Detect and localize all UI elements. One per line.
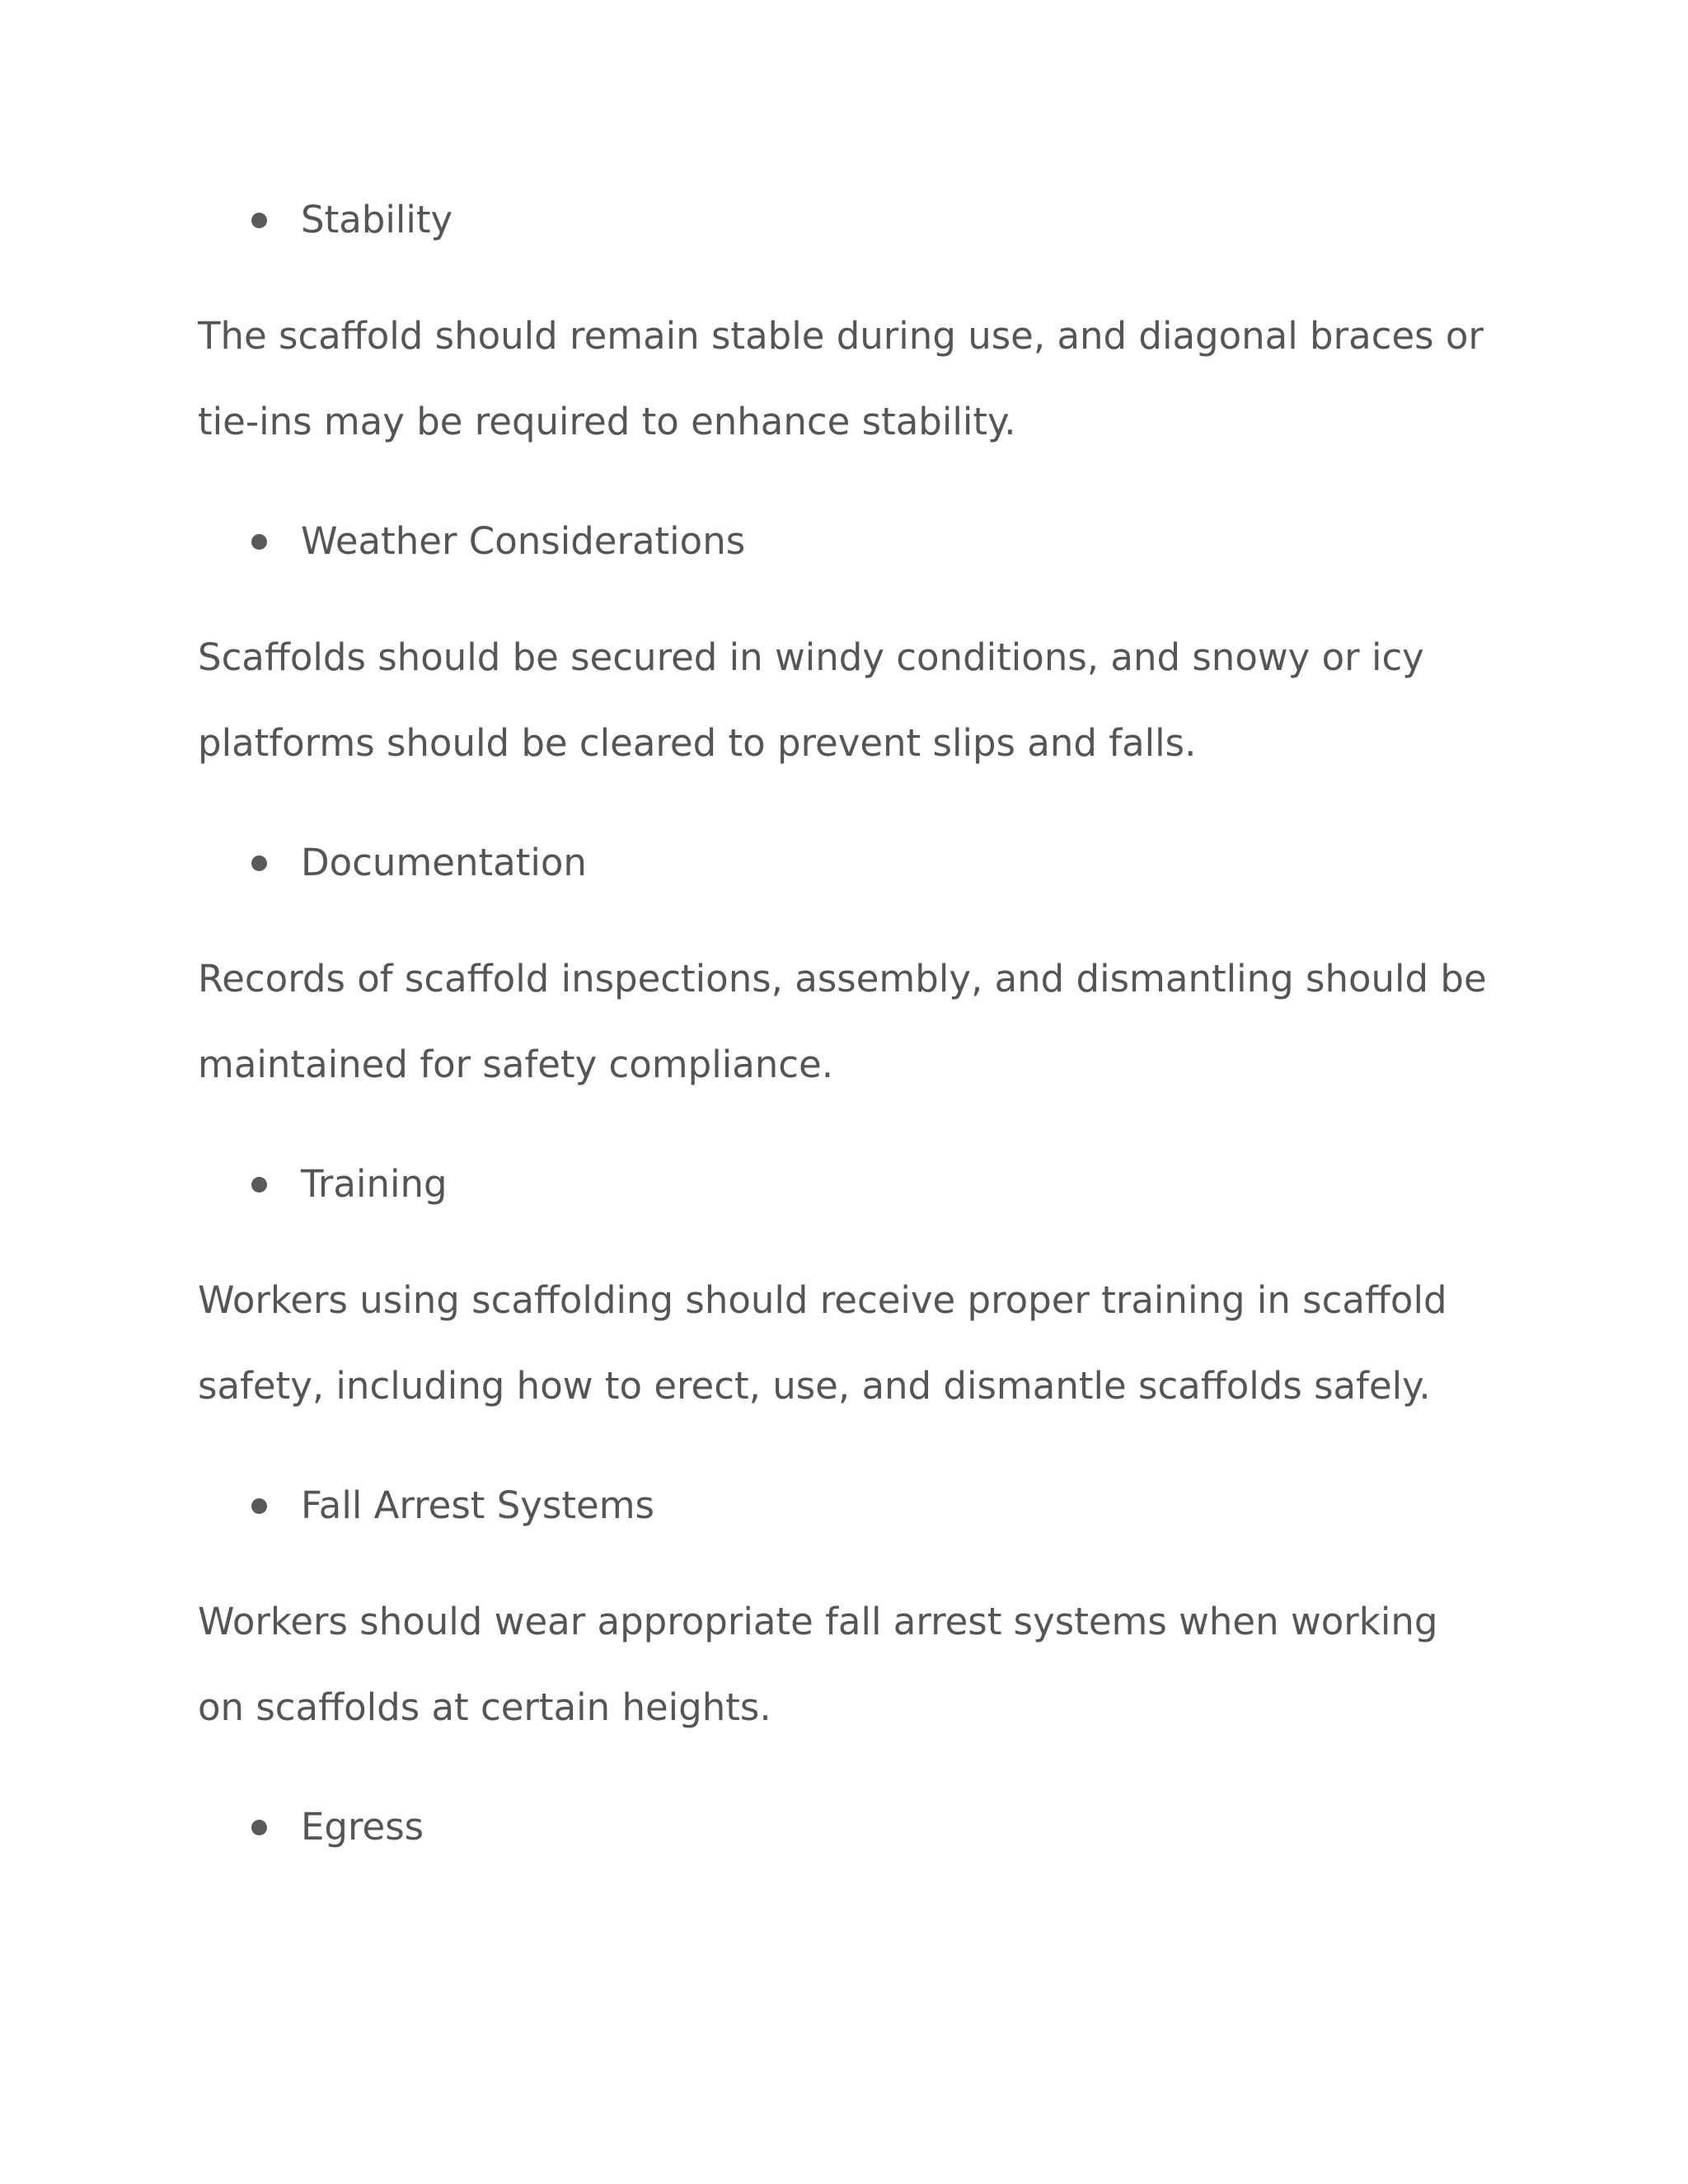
bullet-heading: Weather Considerations: [301, 519, 746, 563]
bullet-heading: Documentation: [301, 841, 587, 884]
paragraph-line: maintained for safety compliance.: [198, 1043, 834, 1086]
paragraph-fall-arrest-systems: [198, 1579, 1517, 1750]
bullet-dot-icon: [251, 855, 267, 871]
paragraph-training: [198, 1258, 1517, 1429]
paragraph-documentation: [198, 936, 1517, 1108]
bullet-heading: Stability: [301, 198, 453, 241]
paragraph-line: on scaffolds at certain heights.: [198, 1685, 771, 1729]
paragraph-weather-considerations: [198, 615, 1517, 786]
paragraph-line: Workers should wear appropriate fall arrest systems when working: [198, 1600, 1438, 1643]
bullet-heading: Fall Arrest Systems: [301, 1483, 654, 1527]
bullet-item-documentation: [198, 838, 587, 888]
bullet-item-fall-arrest-systems: [198, 1481, 654, 1530]
bullet-dot-icon: [251, 1177, 267, 1193]
paragraph-line: platforms should be cleared to prevent slips and falls.: [198, 721, 1197, 765]
bullet-item-weather-considerations: [198, 517, 745, 566]
paragraph-line: tie-ins may be required to enhance stability.: [198, 400, 1016, 443]
bullet-dot-icon: [251, 534, 267, 550]
bullet-dot-icon: [251, 213, 267, 228]
paragraph-line: Records of scaffold inspections, assembly, and dismantling should be: [198, 957, 1487, 1001]
bullet-dot-icon: [251, 1498, 267, 1514]
paragraph-line: The scaffold should remain stable during use, and diagonal braces or: [198, 314, 1484, 358]
paragraph-line: Workers using scaffolding should receive proper training in scaffold: [198, 1278, 1447, 1322]
paragraph-line: Scaffolds should be secured in windy conditions, and snowy or icy: [198, 635, 1424, 679]
bullet-heading: Training: [301, 1162, 448, 1206]
bullet-item-training: [198, 1160, 448, 1209]
paragraph-line: safety, including how to erect, use, and dismantle scaffolds safely.: [198, 1364, 1431, 1408]
bullet-dot-icon: [251, 1820, 267, 1835]
bullet-heading: Egress: [301, 1805, 424, 1849]
paragraph-stability: [198, 293, 1517, 465]
bullet-item-stability: [198, 195, 452, 245]
bullet-item-egress: [198, 1802, 424, 1852]
